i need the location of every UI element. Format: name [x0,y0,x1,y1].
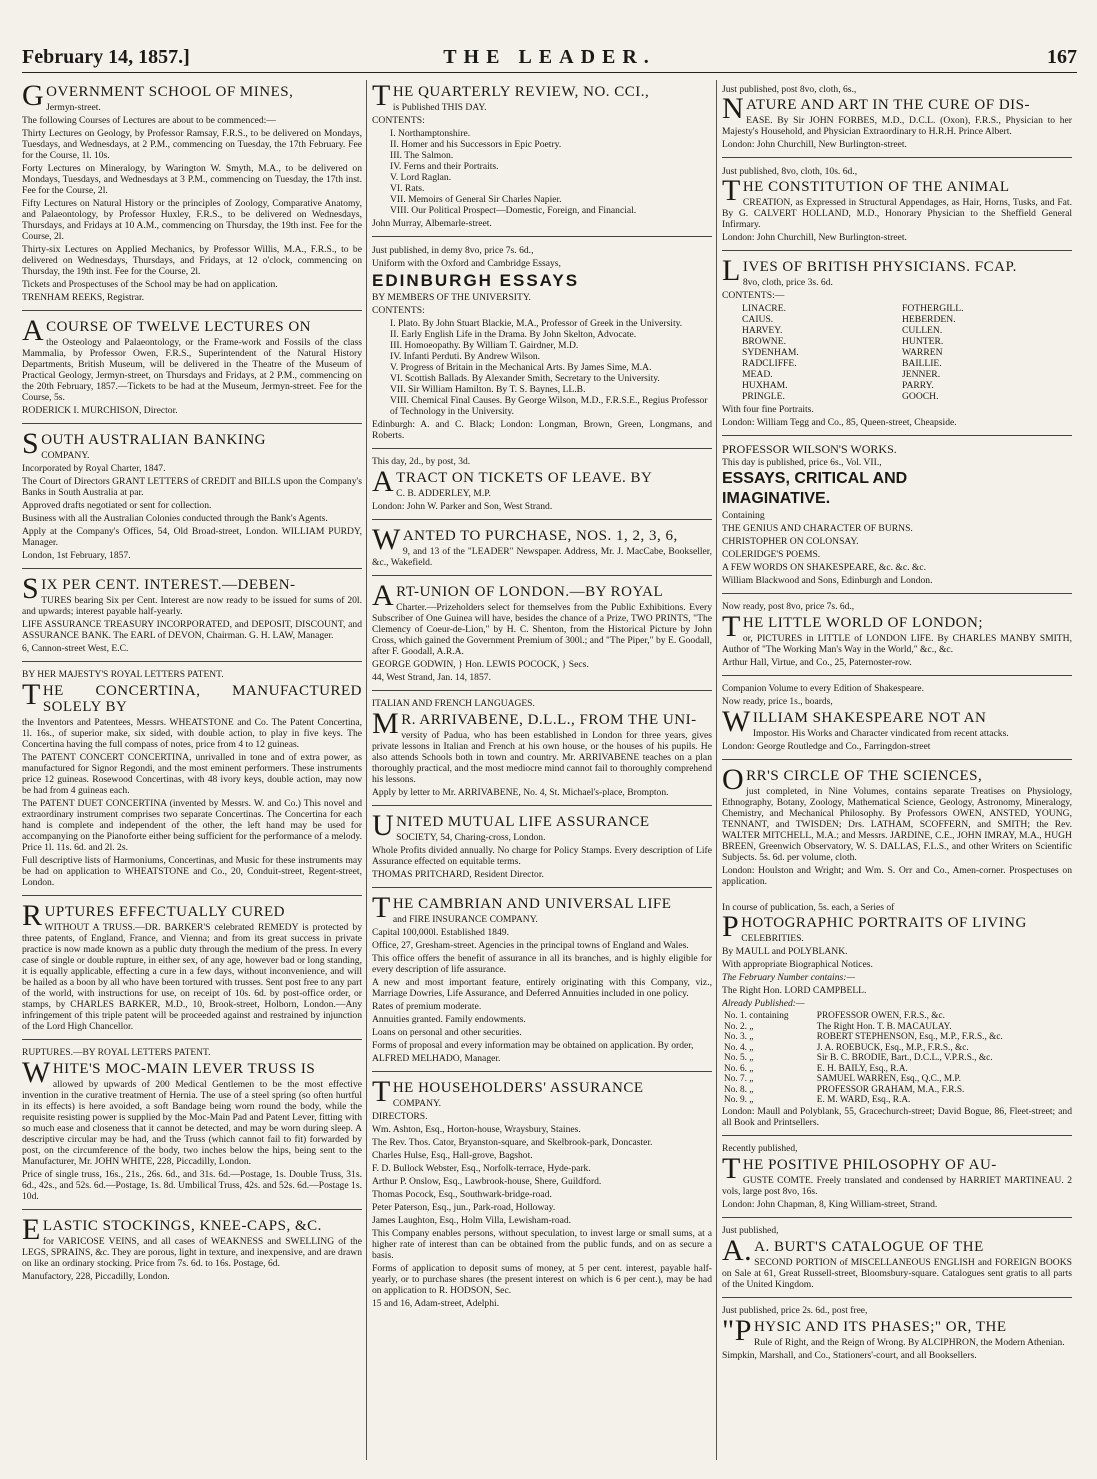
advertisement [372,695,712,806]
physician-name: GOOCH. [902,391,939,402]
contents-item: VIII. Chemical Final Causes. By George Wilson, M.D., F.R.S.E., Regius Professor of Technology in the University. [390,395,708,417]
ad-title: SIX PER CENT. INTEREST.—DEBEN- [22,572,296,605]
ad-preline: ITALIAN AND FRENCH LANGUAGES. [372,699,535,709]
ad-body: Approved drafts negotiated or sent for collection. [22,500,212,511]
edinburgh-essays-ad [372,241,712,449]
ad-preline: Companion Volume to every Edition of Shakespeare. [722,684,925,694]
ad-body: EASE. By Sir JOHN FORBES, M.D., D.C.L. (Oxon), F.R.S., Physician to her Majesty's Household, and Physician Extraordinary to H.R.H. Prince Albert. [722,115,1072,137]
ad-preline: This day is published, price 6s., Vol. VII., [722,457,882,468]
ad-signature: ALFRED MELHADO, Manager. [372,1053,501,1064]
ad-body: London: George Routledge and Co., Farringdon-street [722,741,931,752]
contents-item: IV. Infanti Perduti. By Andrew Wilson. [390,351,541,362]
contents-item: VI. Scottish Ballads. By Alexander Smith, Secretary to the University. [390,373,660,384]
ad-title: ATRACT ON TICKETS OF LEAVE. BY [372,465,653,498]
physician-name: RADCLIFFE. [742,358,797,369]
ad-body: Incorporated by Royal Charter, 1847. [22,463,166,474]
physician-list [742,303,1052,402]
physician-name: MEAD. [742,369,773,380]
ad-body: This office offers the benefit of assurance in all its branches, and is highly eligible for every description of life assurance. [372,953,712,975]
column-rule [366,80,367,1460]
ad-title: THE CAMBRIAN AND UNIVERSAL LIFE [372,891,672,924]
advertisement [22,666,362,896]
ad-title: WILLIAM SHAKESPEARE NOT AN [722,705,987,738]
physician-name: CULLEN. [902,325,943,336]
ad-body: Apply by letter to Mr. ARRIVABENE, No. 4, St. Michael's-place, Brompton. [372,787,669,798]
ad-title: ESSAYS, CRITICAL AND [722,470,908,487]
ad-body: Loans on personal and other securities. [372,1027,522,1038]
advertisement [372,580,712,691]
advertisement [722,1140,1072,1218]
ad-body: This Company enables persons, without speculation, to invest large or small sums, at a higher rate of interest than can be obtained from the public funds, and on as secure a basis. [372,1228,712,1261]
ad-title: THE POSITIVE PHILOSOPHY OF AU- [722,1151,997,1185]
ad-body: GEORGE GODWIN, } Hon. LEWIS POCOCK, } Secs. [372,659,589,670]
ad-body: allowed by upwards of 200 Medical Gentlemen to be the most effective invention in the curative treatment of Hernia. The use of a steel spring (so often hurtful in its effects) is here avoided, a soft Bandage being worn round the body, while the requisite resisting power is supplied by the Moc-Main Pad and Patent Lever, fitting with so much ease and closeness that it cannot be detected, and may be worn during sleep. A descriptive circular may be had, and the Truss (which cannot fail to fit) forwarded by post, on the circumference of the body, two inches below the hips, being sent to the Manufacturer, Mr. JOHN WHITE, 228, Piccadilly, London. [22,1079,362,1167]
table-row [722,1032,1072,1043]
physician-name: HARVEY. [742,325,783,336]
physician-name: SYDENHAM. [742,347,799,358]
ad-feb-label: The February Number contains:— [722,972,855,983]
contents-item: II. Homer and his Successors in Epic Poetry. [390,139,562,150]
table-row [722,1085,1072,1096]
advertisement [22,900,362,1040]
portrait-subject: J. A. ROEBUCK, Esq., M.P., F.R.S., &c. [816,1042,969,1053]
ad-body: Thomas Pocock, Esq., Southwark-bridge-road. [372,1189,552,1200]
advertisement [372,892,712,1072]
physician-name: JENNER. [902,369,941,380]
ad-title: GOVERNMENT SCHOOL OF MINES, [22,80,294,112]
ad-subtitle: C. B. ADDERLEY, M.P. [396,488,491,499]
photographic-portraits-ad [722,898,1072,1136]
contents-list [372,318,712,417]
contents-item: IV. Ferns and their Portraits. [390,161,499,172]
ad-title: ACOURSE OF TWELVE LECTURES ON [22,314,312,347]
advertisement [372,453,712,520]
physician-name: HEBERDEN. [902,314,956,325]
ad-title: WANTED TO PURCHASE, NOS. 1, 2, 3, 6, [372,523,678,556]
ad-subtitle: CELEBRITIES. [741,933,804,944]
table-row [722,1074,1072,1085]
ad-subtitle: COMPANY. [41,450,90,461]
column-3-ads [722,598,1072,894]
ad-note: With appropriate Biographical Notices. [722,959,873,970]
advertisement [22,80,362,311]
ad-body: F. D. Bullock Webster, Esq., Norfolk-terrace, Hyde-park. [372,1163,591,1174]
contents-item: A FEW WORDS ON SHAKESPEARE, &c. &c. &c. [722,562,927,573]
physician-name: PRINGLE. [742,391,785,402]
ad-body: DIRECTORS. [372,1111,428,1122]
ad-feb-item: The Right Hon. LORD CAMPBELL. [722,985,867,996]
advertisement [722,1222,1072,1298]
ad-body: Rates of premium moderate. [372,1001,482,1012]
ad-title: SOUTH AUSTRALIAN BANKING [22,427,267,460]
contents-item: VIII. Our Political Prospect—Domestic, Foreign, and Financial. [390,205,637,216]
ad-title: ELASTIC STOCKINGS, KNEE-CAPS, &C. [22,1213,322,1246]
ad-title: LIVES OF BRITISH PHYSICIANS. FCAP. [722,254,1017,287]
publisher: Edinburgh: A. and C. Black; London: Longman, Brown, Green, Longmans, and Roberts. [372,419,712,441]
portrait-number: No. 7. „ [724,1074,754,1084]
table-row [722,1064,1072,1075]
ad-body: Full descriptive lists of Harmoniums, Concertinas, and Music for these instruments may be had on application to WHEATSTONE and Co., 20, Conduit-street, Regent-street, London. [22,855,362,888]
ad-body: Thirty-six Lectures on Applied Mechanics, by Professor Willis, M.A., F.R.S., to be delivered on Wednesdays, Thursdays, and Fridays, at 12 o'clock, commencing on Thursday, the 19th inst. Fee for the Course, 2l. [22,244,362,277]
portrait-number: No. 8. „ [724,1084,754,1095]
publisher: London: Maull and Polyblank, 55, Gracechurch-street; David Bogue, 86, Fleet-street; and all Book and Printsellers. [722,1105,1072,1128]
contents-item: V. Lord Raglan. [390,172,452,183]
ad-body: James Laughton, Esq., Holm Villa, Lewisham-road. [372,1215,572,1226]
advertisement [722,1302,1072,1368]
ad-body: Arthur Hall, Virtue, and Co., 25, Paternoster-row. [722,657,912,668]
portrait-subject: ROBERT STEPHENSON, Esq., M.P., F.R.S., &c. [816,1032,1003,1042]
ad-preline: Now ready, post 8vo, price 7s. 6d., [722,602,855,612]
ad-preline: This day, 2d., by post, 3d. [372,457,471,467]
ad-title: THE QUARTERLY REVIEW, NO. CCI., [372,80,650,112]
ad-body: 6, Cannon-street West, E.C. [22,643,129,654]
ad-preline: Just published, [722,1225,779,1236]
physician-name: LINACRE. [742,303,786,314]
ad-title: MR. ARRIVABENE, D.L.L., FROM THE UNI- [372,707,697,740]
ad-title: THE CONCERTINA, MANUFACTURED SOLELY BY [22,678,362,715]
ad-body: The PATENT CONCERT CONCERTINA, unrivalled in tone and of extra power, as manufactured for Signor Regondi, and the most eminent performers. These instruments price 12 guineas. Rosewood Concertinas, with 48 ivory keys, double action, may now be had from 4 guineas each. [22,752,362,796]
ad-body: The PATENT DUET CONCERTINA (invented by Messrs. W. and Co.) This novel and extraordinary instrument comprises two separate Concertinas. The Concertina for each hand is complete and independent of the other, the left hand may be used for accompanying on the Pianoforte either being sufficient for the performance of a melody. Price 1l. 11s. 6d. and 2l. 2s. [22,798,362,853]
ad-subtitle: and FIRE INSURANCE COMPANY. [392,914,538,925]
table-row [722,1022,1072,1033]
ad-body: versity of Padua, who has been established in London for three years, gives private lessons in Italian and French at his own house, or the houses of his pupils. He also attends Schools both in town and country. Mr. ARRIVABENE teaches on a plan thoroughly practical, and the most mediocre mind cannot fail to thoroughly comprehend his lessons. [372,730,712,785]
contents-label: CONTENTS:— [722,290,785,301]
ad-body: TURES bearing Six per Cent. Interest are now ready to be issued for sums of 20l. and upwards; interest payable half-yearly. [22,595,362,617]
ad-body: The following Courses of Lectures are about to be commenced:— [22,115,276,126]
portrait-subject: SAMUEL WARREN, Esq., Q.C., M.P. [816,1074,961,1084]
advertisement [722,764,1072,894]
ad-body: Tickets and Prospectuses of the School may be had on application. [22,279,278,290]
ad-footer: Manufactory, 228, Piccadilly, London. [22,1271,170,1282]
contents-list [722,523,1072,573]
advertisement [372,524,712,576]
advertisement [22,428,362,569]
ad-preline: In course of publication, 5s. each, a Series of [722,902,895,913]
ad-preline: Just published, in demy 8vo, price 7s. 6d., [372,245,534,256]
ad-body: LIFE ASSURANCE TREASURY INCORPORATED, and DEPOSIT, DISCOUNT, and ASSURANCE BANK. The EARL of DEVON, Chairman. G. H. LAW, Manager. [22,619,362,641]
ad-body: A new and most important feature, entirely originating with this Company, viz., Marriage Dowries, Life Assurance, and Deferred Annuities included in one policy. [372,977,712,999]
ad-body: for VARICOSE VEINS, and all cases of WEAKNESS and SWELLING of the LEGS, SPRAINS, &c. They are porous, light in texture, and inexpensive, and are drawn on like an ordinary stocking. Price from 7s. 6d. to 16s. Postage, 6d. [22,1236,362,1269]
ad-body: just completed, in Nine Volumes, contains separate Treatises on Physiology, Ethnography, Botany, Zoology, Mathematical Science, Geology, Astronomy, Mineralogy, Chemistry, and Mechanical Philosophy. By Professors OWEN, ANSTED, YOUNG, TENNANT, and TWISDEN; Drs. LATHAM, SCOFFERN, and SMITH; the Rev. WALTER MITCHELL, M.A.; and Messrs. JARDINE, C.E., JOHN IMRAY, M.A., HUGH BREEN, Greenwich Observatory, W. S. DALLAS, F.L.S., and other Writers on Scientific Subjects. 5s. 6d. per volume, cloth. [722,786,1072,863]
ad-subtitle: BY MEMBERS OF THE UNIVERSITY. [372,292,531,303]
ad-signature: THOMAS PRITCHARD, Resident Director. [372,869,544,880]
contents-item: VII. Sir William Hamilton. By T. S. Baynes, LL.B. [390,384,586,395]
newspaper-title: THE LEADER. [443,46,656,68]
physician-name: WARREN [902,347,943,358]
ad-title: THE CONSTITUTION OF THE ANIMAL [722,174,1010,207]
ad-body: Office, 27, Gresham-street. Agencies in the principal towns of England and Wales. [372,940,689,951]
ad-title: A.A. BURT'S CATALOGUE OF THE [722,1233,984,1267]
ad-title: UNITED MUTUAL LIFE ASSURANCE [372,809,650,842]
table-row [722,1043,1072,1054]
physician-name: HUXHAM. [742,380,788,391]
ad-body: CREATION, as Expressed in Structural Appendages, as Hair, Horns, Tusks, and Fat. By G. CALVERT HOLLAND, M.D., Honorary Physician to the Sheffield General Infirmary. [722,197,1072,230]
ad-preline: Just published, post 8vo, cloth, 6s., [722,84,857,95]
ad-body: Fifty Lectures on Natural History or the principles of Zoology, Comparative Anatomy, and Palaeontology, by Professor Huxley, F.R.S., to be delivered on Wednesdays, Thursdays, and Fridays at 10 A.M., commencing on Thursday, the 19th inst. Fee for the Course, 2l. [22,198,362,242]
ad-title: THE LITTLE WORLD OF LONDON; [722,610,984,643]
quarterly-review-ad [372,80,712,237]
ad-title: EDINBURGH ESSAYS [372,271,580,290]
contents-list [372,128,712,216]
portrait-number: No. 6. „ [724,1063,754,1074]
advertisement [22,315,362,424]
column-3-tail-ads [722,1140,1072,1368]
ad-body: Price of single truss, 16s., 21s., 26s. 6d., and 31s. 6d.—Postage, 1s. Double Truss, 31s. 6d., 42s., and 52s. 6d.—Postage, 1s. 8d. Umbilical Truss, 42s. and 52s. 6d.—Postage 1s. 10d. [22,1169,362,1202]
ad-preline: Just published, 8vo, cloth, 10s. 6d., [722,166,858,177]
ad-title: "PHYSIC AND ITS PHASES;" OR, THE [722,1313,1007,1347]
portrait-number: No. 1. containing [724,1011,789,1021]
issue-date: February 14, 1857.] [22,46,190,68]
ad-subtitle: 8vo, cloth, price 3s. 6d. [742,277,833,288]
column-3 [722,80,1072,1465]
physician-name: HUNTER. [902,336,944,347]
advertisement [372,810,712,888]
portrait-number: No. 3. „ [724,1032,754,1042]
table-row [722,1095,1072,1106]
advertisement [22,1044,362,1210]
ad-body: London, 1st February, 1857. [22,550,131,561]
ad-subtitle: SOCIETY, 54, Charing-cross, London. [396,832,546,843]
ad-title: THE HOUSEHOLDERS' ASSURANCE [372,1075,644,1108]
portrait-number: No. 2. „ [724,1021,754,1032]
ad-note: With four fine Portraits. [722,404,814,415]
ad-preline: Uniform with the Oxford and Cambridge Essays, [372,258,561,269]
contents-label: CONTENTS: [372,115,425,126]
ad-body: Impostor. His Works and Character vindicated from recent attacks. [752,728,1009,739]
ad-preline: Now ready, price 1s., boards, [722,697,833,707]
contents-label: CONTENTS: [372,305,425,316]
page-header [22,44,1077,73]
portrait-subject: The Right Hon. T. B. MACAULAY. [816,1021,952,1032]
ad-body: Thirty Lectures on Geology, by Professor Ramsay, F.R.S., to be delivered on Mondays, Tuesdays, and Wednesdays, at 2 P.M., commencing on Tuesday, the 17th February. Fee for the Course, 1l. 10s. [22,128,362,161]
page-number: 167 [1047,46,1077,68]
portrait-subject: PROFESSOR GRAHAM, M.A., F.R.S. [816,1084,965,1095]
ad-body: The Court of Directors GRANT LETTERS of CREDIT and BILLS upon the Company's Banks in South Australia at par. [22,476,362,498]
ad-preline: Just published, price 2s. 6d., post free, [722,1305,868,1316]
wilson-works-ad [722,440,1072,594]
table-row [722,1011,1072,1022]
publisher: John Murray, Albemarle-street. [372,218,492,229]
ad-body: or, PICTURES in LITTLE of LONDON LIFE. By CHARLES MANBY SMITH, Author of "The Working Man's Way in the World," &c., &c. [722,633,1072,655]
ad-signature: TRENHAM REEKS, Registrar. [22,292,145,303]
contents-item: VI. Rats. [390,183,425,194]
publisher: London: John Churchill, New Burlington-street. [722,139,907,150]
contents-item: II. Early English Life in the Drama. By John Skelton, Advocate. [390,329,637,340]
column-2 [372,80,712,1465]
ad-body: Charles Hulse, Esq., Hall-grove, Bagshot. [372,1150,533,1161]
ad-body: Whole Profits divided annually. No charge for Policy Stamps. Every description of Life Assurance effected on equitable terms. [372,845,712,867]
ad-body: the Osteology and Palaeontology, or the Frame-work and Fossils of the class Mammalia, by Professor Owen, F.R.S., Superintendent of the Natural History Departments, British Museum, will be delivered in the Theatre of the Museum of Practical Geology, Jermyn-street, on Thursdays and Fridays, at 2 P.M., commencing on the 20th February, 1857.—Tickets to be had at the Museum, Jermyn-street. Fee for the Course, 5s. [22,337,362,403]
portrait-number: No. 9. „ [724,1095,754,1105]
physician-name: BAILLIE. [902,358,942,369]
ad-already-label: Already Published:— [722,998,805,1009]
contents-item: VII. Memoirs of General Sir Charles Napier. [390,194,562,205]
ad-title: PHOTOGRAPHIC PORTRAITS OF LIVING [722,910,1027,943]
ad-body: Arthur P. Onslow, Esq., Lawbrook-house, Shere, Guildford. [372,1176,602,1187]
ad-body: Business with all the Australian Colonies conducted through the Bank's Agents. [22,513,328,524]
advertisement [372,1076,712,1316]
ad-body: Rule of Right, and the Reign of Wrong. By ALCIPHRON, the Modern Athenian. [753,1336,1065,1348]
advertisement [22,573,362,662]
ad-title: IMAGINATIVE. [722,490,831,507]
physician-name: FOTHERGILL. [902,303,964,314]
ad-subtitle: is Published THIS DAY. [392,102,487,113]
ad-subtitle: COMPANY. [392,1098,442,1109]
ad-body: Forms of application to deposit sums of money, at 5 per cent. interest, payable half-yearly, or to purchase shares (the present interest on which is 6 per cent.), may be had on application to R. HODSON, Sec. [372,1263,712,1296]
column-2-ads [372,453,712,1316]
ad-body: Simpkin, Marshall, and Co., Stationers'-court, and all Booksellers. [722,1349,977,1361]
contents-item: THE GENIUS AND CHARACTER OF BURNS. [722,523,913,534]
ad-body: 44, West Strand, Jan. 14, 1857. [372,672,491,683]
ad-body: the Inventors and Patentees, Messrs. WHEATSTONE and Co. The Patent Concertina, 1l. 16s., of superior make, six sided, with double action, to play in five keys. The Concertina having the full compass of notes, price from 4 to 12 guineas. [22,717,362,750]
ad-body: WITHOUT A TRUSS.—DR. BARKER'S celebrated REMEDY is protected by three patents, of England, France, and Vienna; and from its great success in private practice is now made known as a public duty through the medium of the press. In every case of single or double rupture, in either sex, of any age, however bad or long standing, it is equally applicable, effecting a cure in a few days, without inconvenience, and will be hailed as a boon by all who have been tortured with trusses. Sent post free to any part of the world, with instructions for use, on receipt of 10s. 6d. by post-office order, or stamps, by CHARLES BARKER, M.D., 10, Brook-street, Holborn, London.—Any infringement of this triple patent will be proceeded against and restrained by injunction of the Lord High Chancellor. [22,922,362,1032]
lives-physicians-ad [722,255,1072,436]
column-rule [716,80,717,1460]
ad-preline: BY HER MAJESTY'S ROYAL LETTERS PATENT. [22,670,224,680]
physician-name: BROWNE. [742,336,786,347]
ad-body: Forms of proposal and every information may be obtained on application. By order, [372,1040,694,1051]
portrait-subject: PROFESSOR OWEN, F.R.S., &c. [816,1011,945,1021]
ad-preline: Recently published, [722,1143,798,1154]
ad-body: Capital 100,000l. Established 1849. [372,927,509,938]
ad-subtitle: Jermyn-street. [46,102,101,113]
advertisement [722,680,1072,760]
ad-body: Wm. Ashton, Esq., Horton-house, Wraysbury, Staines. [372,1124,581,1135]
ad-body: 9, and 13 of the "LEADER" Newspaper. Address, Mr. J. MacCabe, Bookseller, &c., Wakefield. [372,546,712,568]
portrait-subject: E. H. BAILY, Esq., R.A. [816,1063,908,1074]
ad-heading: PROFESSOR WILSON'S WORKS. [722,442,897,456]
ad-title: ORR'S CIRCLE OF THE SCIENCES, [722,763,983,796]
ad-body: Apply at the Company's Offices, 54, Old Broad-street, London. WILLIAM PURDY, Manager. [22,526,362,548]
ad-signature: RODERICK I. MURCHISON, Director. [22,405,178,416]
contents-item: III. Homoeopathy. By William T. Gairdner, M.D. [390,340,579,351]
ad-byline: By MAULL and POLYBLANK. [722,946,848,957]
contents-item: I. Plato. By John Stuart Blackie, M.A., Professor of Greek in the University. [390,318,683,329]
contents-item: I. Northamptonshire. [390,128,471,139]
contents-item: COLERIDGE'S POEMS. [722,549,821,560]
nature-and-art-ad [722,80,1072,158]
contents-item: CHRISTOPHER ON COLONSAY. [722,536,859,547]
column-1 [22,80,362,1465]
ad-body: SECOND PORTION of MISCELLANEOUS ENGLISH and FOREIGN BOOKS on Sale at 61, Great Russell-street, Bloomsbury-square. Catalogues sent gratis to all parts of the United Kingdom. [722,1256,1072,1290]
publisher: William Blackwood and Sons, Edinburgh and London. [722,575,933,586]
ad-title: NATURE AND ART IN THE CURE OF DIS- [722,92,1030,125]
ad-preline: RUPTURES.—BY ROYAL LETTERS PATENT. [22,1048,211,1058]
ad-title: RUPTURES EFFECTUALLY CURED [22,899,285,932]
ad-body: London: John Chapman, 8, King William-street, Strand. [722,1198,938,1210]
ad-body: Charter.—Prizeholders select for themselves from the Public Exhibitions. Every Subscriber of One Guinea will have, besides the chance of a Prize, TWO PRINTS, "The Clemency of Coeur-de-Lion," by H. C. Shenton, from the Historical Picture by John Cross, which gained the Government Premium of 300l.; and "The Piper," by E. Goodall, after F. Goodall, A.R.A. [372,602,712,657]
contents-item: V. Progress of Britain in the Mechanical Arts. By James Sime, M.A. [390,362,652,373]
table-row [722,1053,1072,1064]
ad-body: London: Houlston and Wright; and Wm. S. Orr and Co., Amen-corner. Prospectuses on application. [722,865,1072,887]
ad-body: Peter Paterson, Esq., jun., Park-road, Holloway. [372,1202,556,1213]
ad-body: London: John W. Parker and Son, West Strand. [372,501,553,512]
ad-body: Annuities granted. Family endowments. [372,1014,526,1025]
portrait-table [722,1011,1072,1106]
ad-body: The Rev. Thos. Cator, Bryanston-square, and Skelbrook-park, Doncaster. [372,1137,653,1148]
portrait-subject: Sir B. C. BRODIE, Bart., D.C.L., V.P.R.S., &c. [816,1053,993,1063]
publisher: London: William Tegg and Co., 85, Queen-street, Cheapside. [722,417,957,428]
portrait-number: No. 4. „ [724,1042,754,1053]
constitution-animal-ad [722,162,1072,251]
advertisement [722,598,1072,676]
ad-containing: Containing [722,510,765,521]
ad-body: 15 and 16, Adam-street, Adelphi. [372,1298,500,1309]
physician-name: CAIUS. [742,314,774,325]
contents-item: III. The Salmon. [390,150,454,161]
ad-body: GUSTE COMTE. Freely translated and condensed by HARRIET MARTINEAU. 2 vols, large post 8vo, 16s. [722,1174,1072,1197]
portrait-number: No. 5. „ [724,1053,754,1063]
ad-body: Forty Lectures on Mineralogy, by Warington W. Smyth, M.A., to be delivered on Mondays, Tuesdays, and Wednesdays at 3 P.M., commencing on Tuesday, the 17th inst. Fee for the Course, 2l. [22,163,362,196]
publisher: London: John Churchill, New Burlington-street. [722,232,907,243]
physician-name: PARRY. [902,380,934,391]
ad-title: ART-UNION OF LONDON.—BY ROYAL [372,579,664,612]
advertisement [22,1214,362,1289]
ad-title: WHITE'S MOC-MAIN LEVER TRUSS IS [22,1056,316,1089]
portrait-subject: E. M. WARD, Esq., R.A. [816,1095,911,1105]
